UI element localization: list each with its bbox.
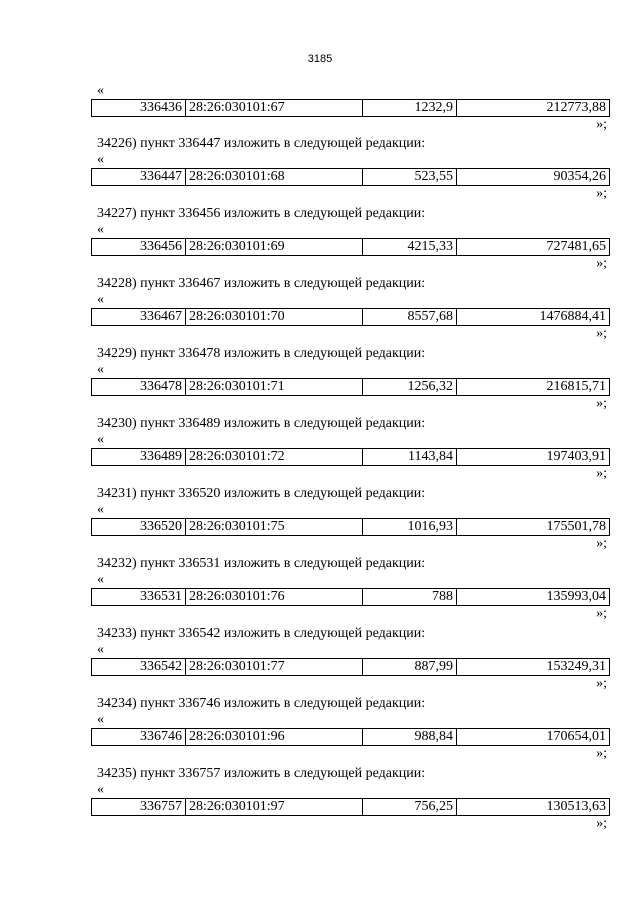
value-cell: 212773,88 bbox=[457, 100, 610, 117]
entry-34230 bbox=[0, 413, 640, 483]
value-cell: 1476884,41 bbox=[457, 309, 610, 326]
entry-34234 bbox=[0, 693, 640, 763]
document-body bbox=[0, 84, 640, 833]
area-cell: 1256,32 bbox=[363, 379, 457, 396]
item-number-cell: 336746 bbox=[92, 729, 186, 746]
data-table bbox=[91, 238, 610, 256]
entry-34231 bbox=[0, 483, 640, 553]
opening-quote: « bbox=[97, 152, 104, 167]
entry-heading: 34232) пункт 336531 изложить в следующей редакции: bbox=[97, 556, 426, 571]
opening-quote: « bbox=[97, 362, 104, 377]
cadastral-number-cell: 28:26:030101:97 bbox=[186, 799, 363, 816]
closing-quote: »; bbox=[596, 816, 607, 831]
table-row bbox=[92, 589, 610, 606]
value-cell: 135993,04 bbox=[457, 589, 610, 606]
item-number-cell: 336489 bbox=[92, 449, 186, 466]
item-number-cell: 336531 bbox=[92, 589, 186, 606]
cadastral-number-cell: 28:26:030101:68 bbox=[186, 169, 363, 186]
cadastral-number-cell: 28:26:030101:70 bbox=[186, 309, 363, 326]
item-number-cell: 336520 bbox=[92, 519, 186, 536]
value-cell: 130513,63 bbox=[457, 799, 610, 816]
page-number: 3185 bbox=[307, 53, 333, 65]
closing-quote: »; bbox=[596, 117, 607, 132]
table-row bbox=[92, 729, 610, 746]
table-row bbox=[92, 379, 610, 396]
data-table bbox=[91, 728, 610, 746]
area-cell: 756,25 bbox=[363, 799, 457, 816]
closing-quote: »; bbox=[596, 606, 607, 621]
entry-heading: 34231) пункт 336520 изложить в следующей редакции: bbox=[97, 486, 426, 501]
value-cell: 197403,91 bbox=[457, 449, 610, 466]
closing-quote: »; bbox=[596, 256, 607, 271]
item-number-cell: 336467 bbox=[92, 309, 186, 326]
entry-34232 bbox=[0, 553, 640, 623]
opening-quote: « bbox=[97, 782, 104, 797]
area-cell: 1016,93 bbox=[363, 519, 457, 536]
entry-34233 bbox=[0, 623, 640, 693]
cadastral-number-cell: 28:26:030101:76 bbox=[186, 589, 363, 606]
table-row bbox=[92, 100, 610, 117]
value-cell: 170654,01 bbox=[457, 729, 610, 746]
value-cell: 90354,26 bbox=[457, 169, 610, 186]
closing-quote: »; bbox=[596, 396, 607, 411]
opening-quote: « bbox=[97, 432, 104, 447]
entry-heading: 34227) пункт 336456 изложить в следующей редакции: bbox=[97, 206, 426, 221]
opening-quote: « bbox=[97, 502, 104, 517]
value-cell: 175501,78 bbox=[457, 519, 610, 536]
cadastral-number-cell: 28:26:030101:71 bbox=[186, 379, 363, 396]
table-row bbox=[92, 169, 610, 186]
area-cell: 8557,68 bbox=[363, 309, 457, 326]
cadastral-number-cell: 28:26:030101:67 bbox=[186, 100, 363, 117]
data-table bbox=[91, 518, 610, 536]
data-table bbox=[91, 798, 610, 816]
data-table bbox=[91, 99, 610, 117]
opening-quote: « bbox=[97, 83, 104, 98]
item-number-cell: 336478 bbox=[92, 379, 186, 396]
entry-34226 bbox=[0, 133, 640, 203]
item-number-cell: 336447 bbox=[92, 169, 186, 186]
table-row bbox=[92, 309, 610, 326]
area-cell: 4215,33 bbox=[363, 239, 457, 256]
closing-quote: »; bbox=[596, 676, 607, 691]
entry-34235 bbox=[0, 763, 640, 833]
area-cell: 887,99 bbox=[363, 659, 457, 676]
cadastral-number-cell: 28:26:030101:69 bbox=[186, 239, 363, 256]
cadastral-number-cell: 28:26:030101:77 bbox=[186, 659, 363, 676]
cadastral-number-cell: 28:26:030101:72 bbox=[186, 449, 363, 466]
opening-quote: « bbox=[97, 572, 104, 587]
cadastral-number-cell: 28:26:030101:75 bbox=[186, 519, 363, 536]
table-row bbox=[92, 799, 610, 816]
area-cell: 988,84 bbox=[363, 729, 457, 746]
closing-quote: »; bbox=[596, 186, 607, 201]
entry-34229 bbox=[0, 343, 640, 413]
opening-quote: « bbox=[97, 712, 104, 727]
data-table bbox=[91, 588, 610, 606]
item-number-cell: 336542 bbox=[92, 659, 186, 676]
entry-heading: 34229) пункт 336478 изложить в следующей редакции: bbox=[97, 346, 426, 361]
closing-quote: »; bbox=[596, 536, 607, 551]
closing-quote: »; bbox=[596, 466, 607, 481]
area-cell: 1232,9 bbox=[363, 100, 457, 117]
entry-heading: 34235) пункт 336757 изложить в следующей редакции: bbox=[97, 766, 426, 781]
opening-quote: « bbox=[97, 222, 104, 237]
entry-heading: 34234) пункт 336746 изложить в следующей редакции: bbox=[97, 696, 426, 711]
value-cell: 216815,71 bbox=[457, 379, 610, 396]
data-table bbox=[91, 378, 610, 396]
item-number-cell: 336456 bbox=[92, 239, 186, 256]
table-row bbox=[92, 659, 610, 676]
data-table bbox=[91, 308, 610, 326]
entry-34227 bbox=[0, 203, 640, 273]
cadastral-number-cell: 28:26:030101:96 bbox=[186, 729, 363, 746]
data-table bbox=[91, 448, 610, 466]
area-cell: 788 bbox=[363, 589, 457, 606]
area-cell: 523,55 bbox=[363, 169, 457, 186]
closing-quote: »; bbox=[596, 746, 607, 761]
entry-heading: 34228) пункт 336467 изложить в следующей редакции: bbox=[97, 276, 426, 291]
data-table bbox=[91, 658, 610, 676]
item-number-cell: 336436 bbox=[92, 100, 186, 117]
table-row bbox=[92, 239, 610, 256]
item-number-cell: 336757 bbox=[92, 799, 186, 816]
value-cell: 727481,65 bbox=[457, 239, 610, 256]
table-row bbox=[92, 449, 610, 466]
opening-quote: « bbox=[97, 292, 104, 307]
entry-heading: 34230) пункт 336489 изложить в следующей редакции: bbox=[97, 416, 426, 431]
closing-quote: »; bbox=[596, 326, 607, 341]
data-table bbox=[91, 168, 610, 186]
entry-heading: 34233) пункт 336542 изложить в следующей редакции: bbox=[97, 626, 426, 641]
opening-quote: « bbox=[97, 642, 104, 657]
entry-first bbox=[0, 84, 640, 133]
value-cell: 153249,31 bbox=[457, 659, 610, 676]
entry-heading: 34226) пункт 336447 изложить в следующей редакции: bbox=[97, 136, 426, 151]
entry-34228 bbox=[0, 273, 640, 343]
table-row bbox=[92, 519, 610, 536]
area-cell: 1143,84 bbox=[363, 449, 457, 466]
